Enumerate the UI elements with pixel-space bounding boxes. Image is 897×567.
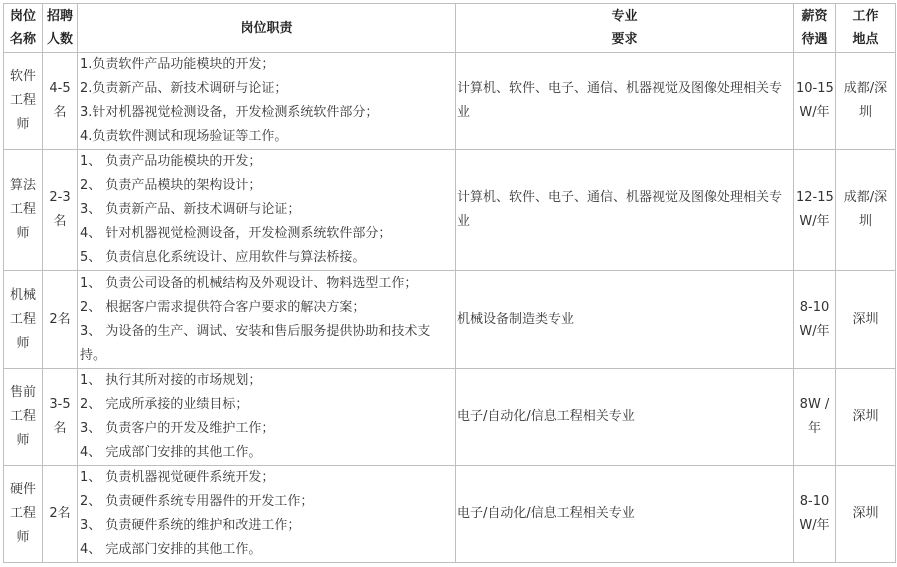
cell-location [836, 271, 896, 369]
cell-text-line: 机械 [9, 287, 36, 303]
duty-line: 3、 为设备的生产、调试、安装和售后服务提供协助和技术支持。 [80, 323, 431, 363]
duty-line: 2、 负责产品模块的架构设计； [80, 178, 262, 193]
cell-position [4, 271, 43, 369]
duty-line: 2、 根据客户需求提供符合客户要求的解决方案； [80, 299, 366, 315]
cell-text-line: 圳 [858, 214, 872, 229]
table-row-trailing [4, 563, 896, 567]
duty-line: 3、 负责硬件系统的维护和改进工作； [80, 518, 301, 533]
cell-duties [78, 369, 456, 466]
cell-text-line: 师 [16, 335, 30, 351]
header-salary [794, 4, 836, 53]
cell-text-line: 售前 [9, 385, 36, 400]
table-row-hardware-engineer [4, 466, 896, 563]
cell-text-line: 硬件 [9, 482, 36, 497]
cell-text-line: 岗位 [9, 9, 36, 24]
cell-text-line: 工程 [9, 409, 36, 424]
cell-location [836, 150, 896, 271]
cell-text-line: W/年 [799, 323, 830, 339]
major-text: 电子/自动化/信息工程相关专业 [457, 506, 635, 521]
cell-text-line: 2名 [49, 506, 71, 521]
cell-text-line: 成都/深 [843, 81, 888, 96]
cell-text-line: 年 [807, 421, 821, 436]
cell-text-line: 2-3 [49, 190, 71, 205]
cell-text-line: 软件 [9, 69, 36, 84]
duty-line: 1、 负责公司设备的机械结构及外观设计、物料选型工作； [80, 275, 418, 291]
header-row [4, 4, 896, 53]
cell-text-line: 工程 [9, 202, 36, 217]
cell-text-line: 要求 [611, 32, 638, 47]
cell-major [456, 150, 794, 271]
cell-position [4, 466, 43, 563]
cell-text-line: 工程 [9, 506, 36, 521]
cell-text-line: 4-5 [49, 81, 71, 96]
cell-count [43, 369, 78, 466]
duty-line: 1.负责软件产品功能模块的开发； [80, 57, 275, 72]
cell-major [456, 466, 794, 563]
cell-salary [794, 271, 836, 369]
cell-text-line: 深圳 [852, 311, 879, 327]
header-position [4, 4, 43, 53]
major-text: 计算机、软件、电子、通信、机器视觉及图像处理相关专业 [457, 190, 783, 229]
cell-location [836, 369, 896, 466]
cell-text-line: 名 [53, 421, 67, 436]
cell-duties [78, 150, 456, 271]
cell-salary [794, 150, 836, 271]
cell-text-line: W/年 [799, 518, 830, 533]
cell-text-line: 12-15 [796, 190, 834, 205]
duty-line: 2.负责新产品、新技术调研与论证； [80, 81, 288, 96]
cell-position [4, 369, 43, 466]
header-location [836, 4, 896, 53]
cell-salary [794, 369, 836, 466]
cell-text-line: 深圳 [852, 409, 879, 424]
cell-major [456, 53, 794, 150]
cell-duties [78, 271, 456, 369]
cell-text-line: 专业 [611, 9, 638, 24]
cell-duties [78, 466, 456, 563]
duty-line: 4、 完成部门安排的其他工作。 [80, 445, 262, 460]
table-row-algorithm-engineer [4, 150, 896, 271]
cell-text-line: 10-15 [796, 81, 834, 96]
cell-text-line: 2名 [49, 311, 71, 327]
cell-text-line: 薪资 [801, 9, 828, 24]
duty-line: 4、 针对机器视觉检测设备，开发检测系统软件部分； [80, 226, 392, 241]
cell-text-line: 名 [53, 214, 67, 229]
table-row-software-engineer [4, 53, 896, 150]
cell-text-line: 工作 [852, 9, 879, 24]
duty-line: 5、 负责信息化系统设计、应用软件与算法桥接。 [80, 250, 366, 265]
cell-text-line: 深圳 [852, 506, 879, 521]
cell-position [4, 53, 43, 150]
header-duties [78, 4, 456, 53]
cell-location [836, 466, 896, 563]
cell-count [43, 271, 78, 369]
cell-location [836, 53, 896, 150]
major-text: 机械设备制造类专业 [457, 311, 575, 327]
duty-line: 4.负责软件测试和现场验证等工作。 [80, 129, 288, 144]
cell-text-line: 人数 [46, 32, 73, 47]
duty-line: 3、 负责客户的开发及维护工作； [80, 421, 275, 436]
job-table [3, 3, 896, 566]
cell-text-line: 招聘 [46, 9, 73, 24]
duty-line: 2、 完成所承接的业绩目标； [80, 397, 249, 412]
cell-salary [794, 53, 836, 150]
cell-text-line: 名称 [9, 32, 36, 47]
cell-text-line: 岗位职责 [240, 20, 293, 36]
cell-duties [78, 53, 456, 150]
cell-major [456, 369, 794, 466]
duty-line: 1、 负责产品功能模块的开发； [80, 154, 262, 169]
cell-count [43, 53, 78, 150]
table-row-mechanical-engineer [4, 271, 896, 369]
table-row-presales-engineer [4, 369, 896, 466]
cell-text-line: 工程 [9, 311, 36, 327]
cell-text-line: 8-10 [799, 494, 830, 509]
duty-line: 3、 负责新产品、新技术调研与论证； [80, 202, 301, 217]
cell-text-line: 师 [16, 530, 30, 545]
cell-text-line: 3-5 [49, 397, 71, 412]
duty-line: 2、 负责硬件系统专用器件的开发工作； [80, 494, 314, 509]
cell-text-line: W/年 [799, 214, 830, 229]
header-count [43, 4, 78, 53]
cell-text-line: 8-10 [799, 299, 830, 315]
cell-text-line: 师 [16, 117, 30, 132]
cell-text-line: 师 [16, 226, 30, 241]
cell-position [4, 150, 43, 271]
header-major [456, 4, 794, 53]
duty-line: 4、 完成部门安排的其他工作。 [80, 542, 262, 557]
cell-text-line: W/年 [799, 105, 830, 120]
cell-salary [794, 466, 836, 563]
cell-text-line: 地点 [852, 32, 879, 47]
cell-text-line: 8W / [799, 397, 830, 412]
cell-text-line: 待遇 [801, 32, 828, 47]
duty-line: 1、 负责机器视觉硬件系统开发； [80, 470, 275, 485]
cell-count [43, 150, 78, 271]
cell-text-line: 成都/深 [843, 190, 888, 205]
table-tail [4, 563, 896, 567]
duty-line: 1、 执行其所对接的市场规划； [80, 373, 262, 388]
duty-line: 3.针对机器视觉检测设备，开发检测系统软件部分； [80, 105, 379, 120]
major-text: 电子/自动化/信息工程相关专业 [457, 409, 635, 424]
cell-text-line: 师 [16, 433, 30, 448]
cell-text-line: 圳 [858, 105, 872, 120]
cell-major [456, 271, 794, 369]
cell-text-line: 工程 [9, 93, 36, 108]
major-text: 计算机、软件、电子、通信、机器视觉及图像处理相关专业 [457, 81, 783, 120]
cell-count [43, 466, 78, 563]
cell-text-line: 算法 [9, 178, 36, 193]
cell-text-line: 名 [53, 105, 67, 120]
